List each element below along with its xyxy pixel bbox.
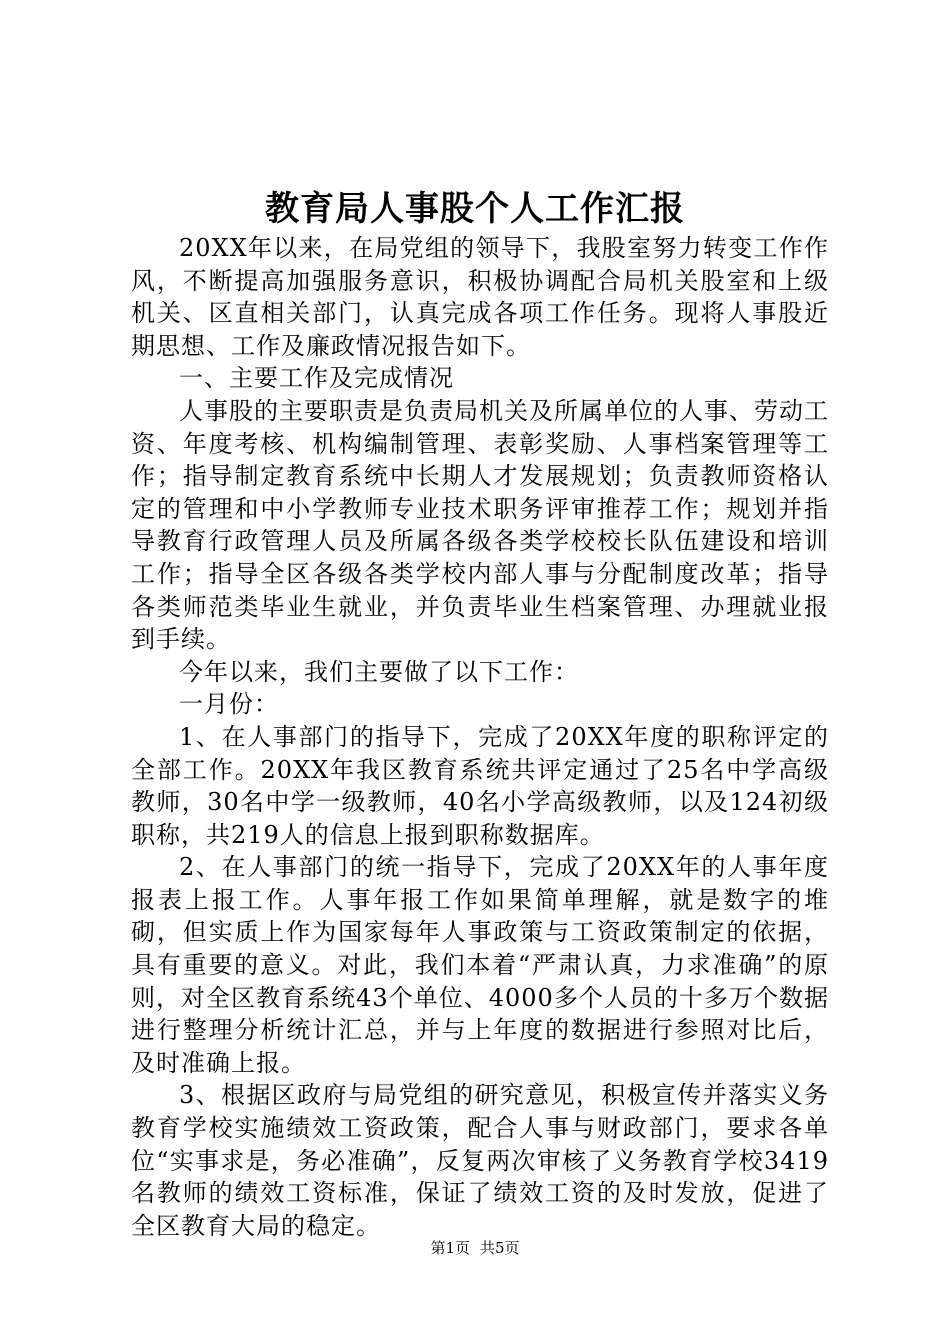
page-total: 共5页 (480, 1239, 520, 1257)
section-heading: 一、主要工作及完成情况 (179, 364, 454, 393)
paragraph-item-1: 1、在人事部门的指导下，完成了20XX年度的职称评定的全部工作。20XX年我区教育系统共评定通过了25名中学高级教师，30名中学一级教师，40名小学高级教师，以及124初级职称，共219人的信息上报到职称数据库。 (131, 722, 829, 849)
subheading-january: 一月份： (179, 690, 279, 719)
paragraph-item-3: 3、根据区政府与局党组的研究意见，积极宣传并落实义务教育学校实施绩效工资政策，配合人事与财政部门，要求各单位“实事求是，务必准确”，反复两次审核了义务教育学校3419名教师的绩效工资标准，保证了绩效工资的及时发放，促进了全区教育大局的稳定。 (131, 1081, 829, 1240)
page-footer (0, 1238, 950, 1258)
page-number: 第1页 (430, 1239, 470, 1257)
paragraph-item-2: 2、在人事部门的统一指导下，完成了20XX年的人事年度报表上报工作。人事年报工作如果简单理解，就是数字的堆砌，但实质上作为国家每年人事政策与工资政策制定的依据，具有重要的意义。对此，我们本着“严肃认真，力求准确”的原则，对全区教育系统43个单位、4000多个人员的十多万个数据进行整理分析统计汇总，并与上年度的数据进行参照对比后，及时准确上报。 (131, 853, 829, 1077)
document-body (131, 232, 829, 1242)
paragraph-intro: 20XX年以来，在局党组的领导下，我股室努力转变工作作风，不断提高加强服务意识，积极协调配合局机关股室和上级机关、区直相关部门，认真完成各项工作任务。现将人事股近期思想、工作及廉政情况报告如下。 (131, 234, 829, 360)
document-title: 教育局人事股个人工作汇报 (265, 189, 685, 229)
paragraph-duties: 人事股的主要职责是负责局机关及所属单位的人事、劳动工资、年度考核、机构编制管理、表彰奖励、人事档案管理等工作；指导制定教育系统中长期人才发展规划；负责教师资格认定的管理和中小学教师专业技术职务评审推荐工作；规划并指导教育行政管理人员及所属各级各类学校校长队伍建设和培训工作；指导全区各级各类学校内部人事与分配制度改革；指导各类师范类毕业生就业，并负责毕业生档案管理、办理就业报到手续。 (131, 396, 829, 654)
paragraph-summary-lead: 今年以来，我们主要做了以下工作： (179, 657, 579, 686)
